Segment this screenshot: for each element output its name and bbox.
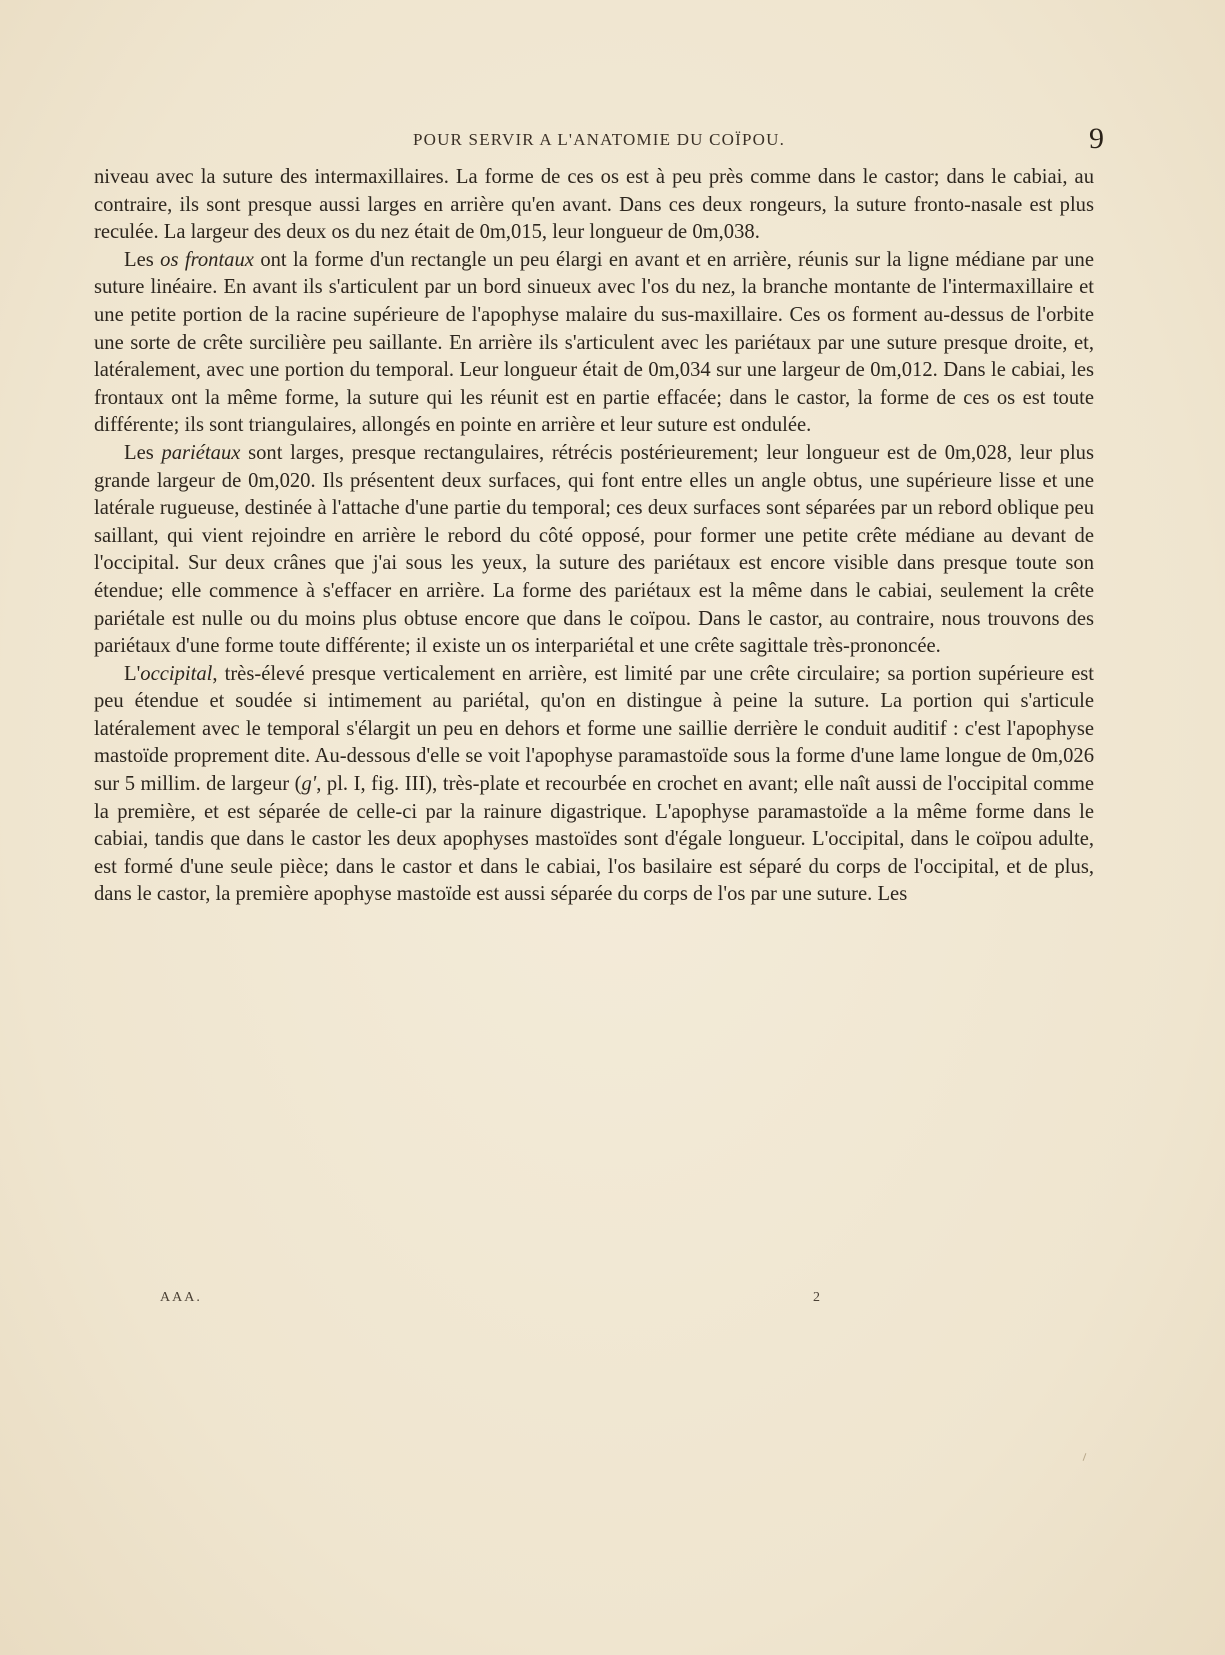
italic-term: pariétaux	[161, 441, 241, 464]
page-number: 9	[1089, 122, 1104, 155]
text-run: Les	[124, 441, 162, 464]
paragraph	[94, 247, 1094, 440]
body-text	[94, 164, 1094, 909]
text-run: , très-élevé presque verticalement en arrière, est limité par une crête circulaire; sa portion supérieure est peu étendue et soudée si intimement au pariétal, qu'on en distingue à peine la suture. La portion qui s'articule latéralement avec le temporal s'élargit un peu en dehors et forme une saillie derrière le conduit auditif : c'est l'apophyse mastoïde proprement dite. Au-dessous d'elle se voit l'apophyse paramastoïde sous la forme d'une lame longue de 0m,026 sur 5 millim. de largeur (	[94, 662, 1094, 796]
text-run: niveau avec la suture des intermaxillaires. La forme de ces os est à peu près comme dans le castor; dans le cabiai, au contraire, ils sont presque aussi larges en arrière qu'en avant. Dans ces deux rongeurs, la suture fronto-nasale est plus reculée. La largeur des deux os du nez était de 0m,015, leur longueur de 0m,038.	[94, 166, 1094, 244]
text-run: , pl. I, fig. III), très-plate et recourbée en crochet en avant; elle naît aussi de l'occipital comme la première, et est séparée de celle-ci par la rainure digastrique. L'apophyse paramastoïde a la même forme dans le cabiai, tandis que dans le castor les deux apophyses mastoïdes sont d'égale longueur. L'occipital, dans le coïpou adulte, est formé d'une seule pièce; dans le castor et dans le cabiai, l'os basilaire est séparé du corps de l'occipital, et de plus, dans le castor, la première apophyse mastoïde est aussi séparée du corps de l'os par une suture. Les	[94, 773, 1094, 906]
text-run: sont larges, presque rectangulaires, rétrécis postérieurement; leur longueur est de 0m,028, leur plus grande largeur de 0m,020. Ils présentent deux surfaces, qui font entre elles un angle obtus, une supérieure lisse et une latérale rugueuse, destinée à l'attache d'une partie du temporal; ces deux surfaces sont séparées par un rebord oblique peu saillant, qui vient rejoindre en arrière le rebord du côté opposé, pour former une petite crête médiane au devant de l'occipital. Sur deux crânes que j'ai sous les yeux, la suture des pariétaux est encore visible dans presque toute son étendue; elle commence à s'effacer en arrière. La forme des pariétaux est la même dans le cabiai, seulement la crête pariétale est nulle ou du moins plus obtuse encore que dans le coïpou. Dans le castor, au contraire, nous trouvons des pariétaux d'une forme toute différente; il existe un os interpariétal et une crête sagittale très-prononcée.	[94, 441, 1094, 658]
signature-mark: AAA.	[160, 1290, 202, 1305]
page-footer	[160, 1290, 820, 1314]
paragraph	[94, 661, 1094, 909]
text-run: L'	[124, 662, 141, 685]
paragraph	[94, 164, 1094, 247]
page-header	[94, 122, 1104, 160]
text-run: ont la forme d'un rectangle un peu élargi en avant et en arrière, réunis sur la ligne médiane par une suture linéaire. En avant ils s'articulent par un bord sinueux avec l'os du nez, la branche montante de l'intermaxillaire et une petite portion de la racine supérieure de l'apophyse malaire du sus-maxillaire. Ces os forment au-dessus de l'orbite une sorte de crête surcilière peu saillante. En arrière ils s'articulent avec les pariétaux par une suture presque droite, et, latéralement, avec une portion du temporal. Leur longueur était de 0m,034 sur une largeur de 0m,012. Dans le cabiai, les frontaux ont la même forme, la suture qui les réunit est en partie effacée; dans le castor, la forme de ces os est toute différente; ils sont triangulaires, allongés en pointe en arrière et leur suture est ondulée.	[94, 248, 1094, 437]
running-head: POUR SERVIR A L'ANATOMIE DU COÏPOU.	[412, 130, 786, 149]
gathering-number: 2	[813, 1290, 820, 1305]
italic-term: os frontaux	[160, 248, 254, 271]
italic-term: g'	[301, 773, 317, 796]
paper-speck	[1083, 1453, 1087, 1461]
text-run: Les	[124, 248, 161, 271]
paragraph	[94, 440, 1094, 661]
italic-term: occipital	[140, 662, 213, 685]
